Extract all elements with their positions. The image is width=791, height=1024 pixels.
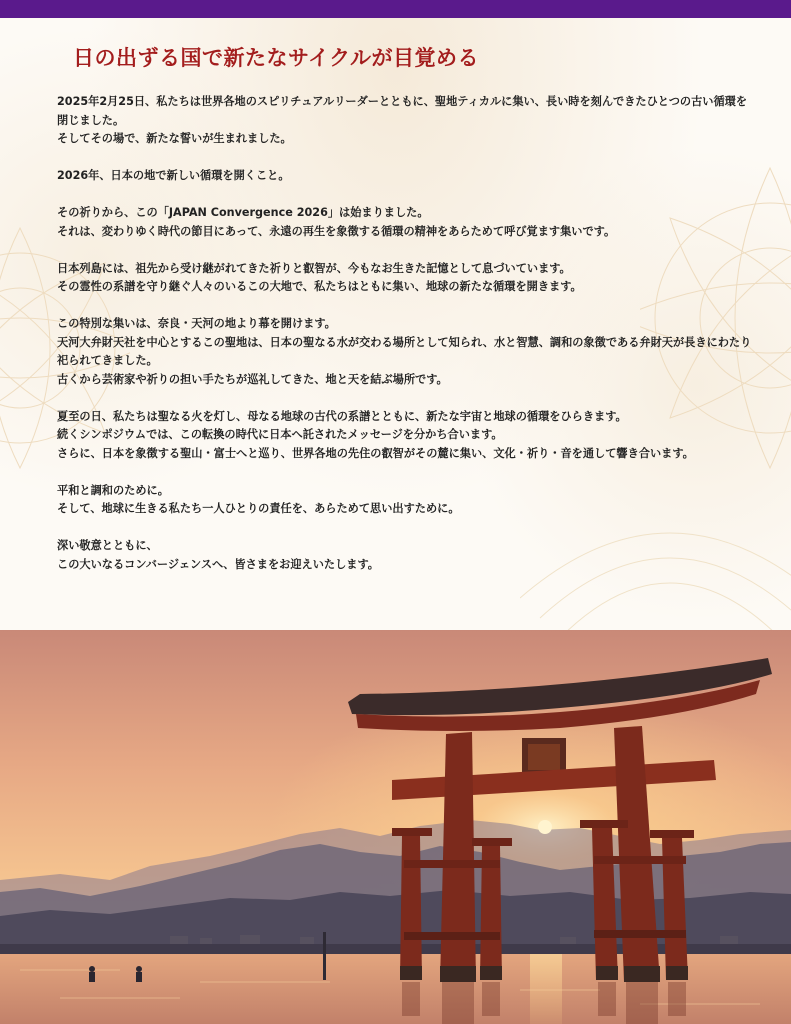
- text-line: 2026年、日本の地で新しい循環を開くこと。: [57, 169, 290, 182]
- paragraph: [57, 408, 757, 464]
- text-line: その祈りから、この「JAPAN Convergence 2026」は始まりました。: [57, 206, 429, 219]
- text-line: 古くから芸術家や祈りの担い手たちが巡礼してきた、地と天を結ぶ場所です。: [57, 372, 448, 386]
- text-line: それは、変わりゆく時代の節目にあって、永遠の再生を象徴する循環の精神をあらためて呼び覚ます集いです。: [57, 224, 616, 238]
- intro-body: [57, 93, 757, 593]
- text-line: 2025年2月25日、私たちは世界各地のスピリチュアルリーダーとともに、聖地ティカルに集い、長い時を刻んできたひとつの古い循環を閉じました。: [57, 95, 748, 127]
- top-accent-bar: [0, 0, 791, 18]
- text-line: 深い敬意とともに、: [57, 539, 158, 552]
- text-line: さらに、日本を象徴する聖山・富士へと巡り、世界各地の先住の叡智がその麓に集い、文化・祈り・音を通して響き合います。: [57, 446, 694, 460]
- text-line: 天河大弁財天社を中心とするこの聖地は、日本の聖なる水が交わる場所として知られ、水と智慧、調和の象徴である弁財天が長きにわたり祀られてきました。: [57, 335, 752, 367]
- text-line: この特別な集いは、奈良・天河の地より幕を開けます。: [57, 317, 336, 330]
- text-line: この大いなるコンバージェンスへ、皆さまをお迎えいたします。: [57, 557, 379, 571]
- paragraph: [57, 204, 757, 241]
- torii-gate-sunset-image: [0, 630, 791, 1024]
- text-line: 日本列島には、祖先から受け継がれてきた祈りと叡智が、今もなお生きた記憶として息づいています。: [57, 261, 571, 275]
- page-title: 日の出ずる国で新たなサイクルが目覚める: [73, 46, 479, 70]
- paragraph: [57, 167, 757, 186]
- text-line: 夏至の日、私たちは聖なる火を灯し、母なる地球の古代の系譜とともに、新たな宇宙と地球の循環をひらきます。: [57, 409, 627, 423]
- paragraph: [57, 315, 757, 389]
- text-line: そしてその場で、新たな誓いが生まれました。: [57, 132, 292, 145]
- text-line: 続くシンポジウムでは、この転換の時代に日本へ託されたメッセージを分かち合います。: [57, 428, 503, 441]
- text-line: そして、地球に生きる私たち一人ひとりの責任を、あらためて思い出すために。: [57, 502, 460, 515]
- text-line: その霊性の系譜を守り継ぐ人々のいるこの大地で、私たちはともに集い、地球の新たな循環を開きます。: [57, 280, 582, 293]
- paragraph: [57, 260, 757, 297]
- paragraph: [57, 482, 757, 519]
- paragraph: [57, 93, 757, 149]
- text-line: 平和と調和のために。: [57, 483, 169, 497]
- photo-illustration: [0, 630, 791, 1024]
- paragraph: [57, 537, 757, 574]
